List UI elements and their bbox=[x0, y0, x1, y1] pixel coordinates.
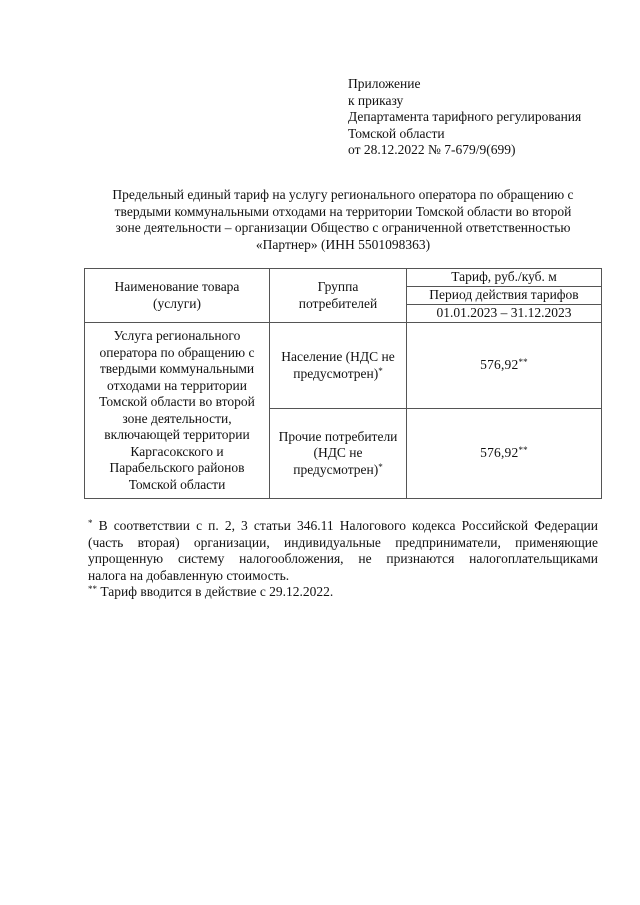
footnote-1 bbox=[88, 518, 598, 584]
group-cell bbox=[270, 409, 407, 499]
group-line: (НДС не bbox=[313, 445, 363, 461]
product-line: зоне деятельности, bbox=[122, 410, 232, 426]
table-header-row bbox=[85, 269, 602, 287]
title-line: Предельный единый тариф на услугу регионального оператора по обращению с bbox=[112, 187, 574, 202]
footnote-2 bbox=[88, 584, 598, 601]
appendix-line: к приказу bbox=[348, 92, 404, 108]
title-line: «Партнер» (ИНН 5501098363) bbox=[255, 236, 431, 252]
header-period: 01.01.2023 – 31.12.2023 bbox=[407, 305, 602, 323]
footnote-mark: * bbox=[378, 365, 383, 376]
document-title bbox=[88, 187, 598, 253]
product-line: твердыми коммунальными bbox=[99, 361, 255, 376]
header-tariff: Тариф, руб./куб. м bbox=[407, 269, 602, 287]
tariff-value: 576,92 bbox=[480, 357, 519, 373]
title-line: твердыми коммунальными отходами на территории Томской области во второй bbox=[114, 203, 572, 219]
header-product-line: (услуги) bbox=[153, 295, 201, 311]
product-line: Услуга регионального bbox=[113, 328, 241, 343]
tariff-value-cell bbox=[407, 409, 602, 499]
tariff-table bbox=[84, 268, 602, 499]
footnote-line: (часть вторая) организации, индивидуальные предприниматели, применяющие bbox=[88, 534, 598, 550]
group-line: Прочие потребители bbox=[278, 428, 398, 444]
appendix-line: Департамента тарифного регулирования bbox=[348, 109, 582, 124]
footnotes bbox=[88, 518, 598, 601]
header-product bbox=[85, 269, 270, 323]
group-line: предусмотрен)* bbox=[293, 461, 383, 477]
header-period-label: Период действия тарифов bbox=[407, 287, 602, 305]
header-group-line: потребителей bbox=[298, 295, 378, 311]
group-line: предусмотрен)* bbox=[293, 365, 383, 381]
footnote-mark: ** bbox=[518, 357, 528, 368]
appendix-header bbox=[348, 76, 628, 159]
product-line: Томской области bbox=[128, 476, 226, 492]
header-group bbox=[270, 269, 407, 323]
footnote-line: налога на добавленную стоимость. bbox=[88, 567, 290, 583]
appendix-order-line: от 28.12.2022 № 7-679/9(699) bbox=[348, 142, 516, 157]
footnote-mark: ** bbox=[518, 445, 528, 456]
appendix-line: Приложение bbox=[348, 76, 421, 91]
table-row bbox=[85, 323, 602, 409]
footnote-mark: ** bbox=[88, 584, 97, 594]
product-cell bbox=[85, 323, 270, 499]
product-line: отходами на территории bbox=[107, 377, 247, 393]
product-line: Томской области во второй bbox=[99, 394, 255, 409]
header-product-line: Наименование товара bbox=[114, 279, 240, 294]
product-line: включающей территории bbox=[104, 427, 250, 442]
tariff-value-cell bbox=[407, 323, 602, 409]
product-line: Каргасокского и bbox=[130, 443, 224, 459]
group-cell bbox=[270, 323, 407, 409]
footnote-line: * В соответствии с п. 2, 3 статьи 346.11 Налогового кодекса Российской Федерации bbox=[88, 518, 598, 533]
title-line: зоне деятельности – организации Общество с ограниченной ответственностью bbox=[115, 220, 571, 235]
footnote-mark: * bbox=[378, 461, 383, 472]
group-line: Население (НДС не bbox=[281, 349, 395, 364]
product-line: оператора по обращению с bbox=[99, 344, 255, 360]
footnote-text: Тариф вводится в действие с 29.12.2022. bbox=[100, 584, 334, 599]
product-line: Парабельского районов bbox=[109, 460, 245, 475]
appendix-line: Томской области bbox=[348, 125, 445, 141]
footnote-line: упрощенную систему налогообложения, не признаются налогоплательщиками bbox=[88, 551, 598, 566]
header-group-line: Группа bbox=[317, 279, 359, 294]
tariff-value: 576,92 bbox=[480, 445, 519, 461]
footnote-mark: * bbox=[88, 518, 93, 528]
